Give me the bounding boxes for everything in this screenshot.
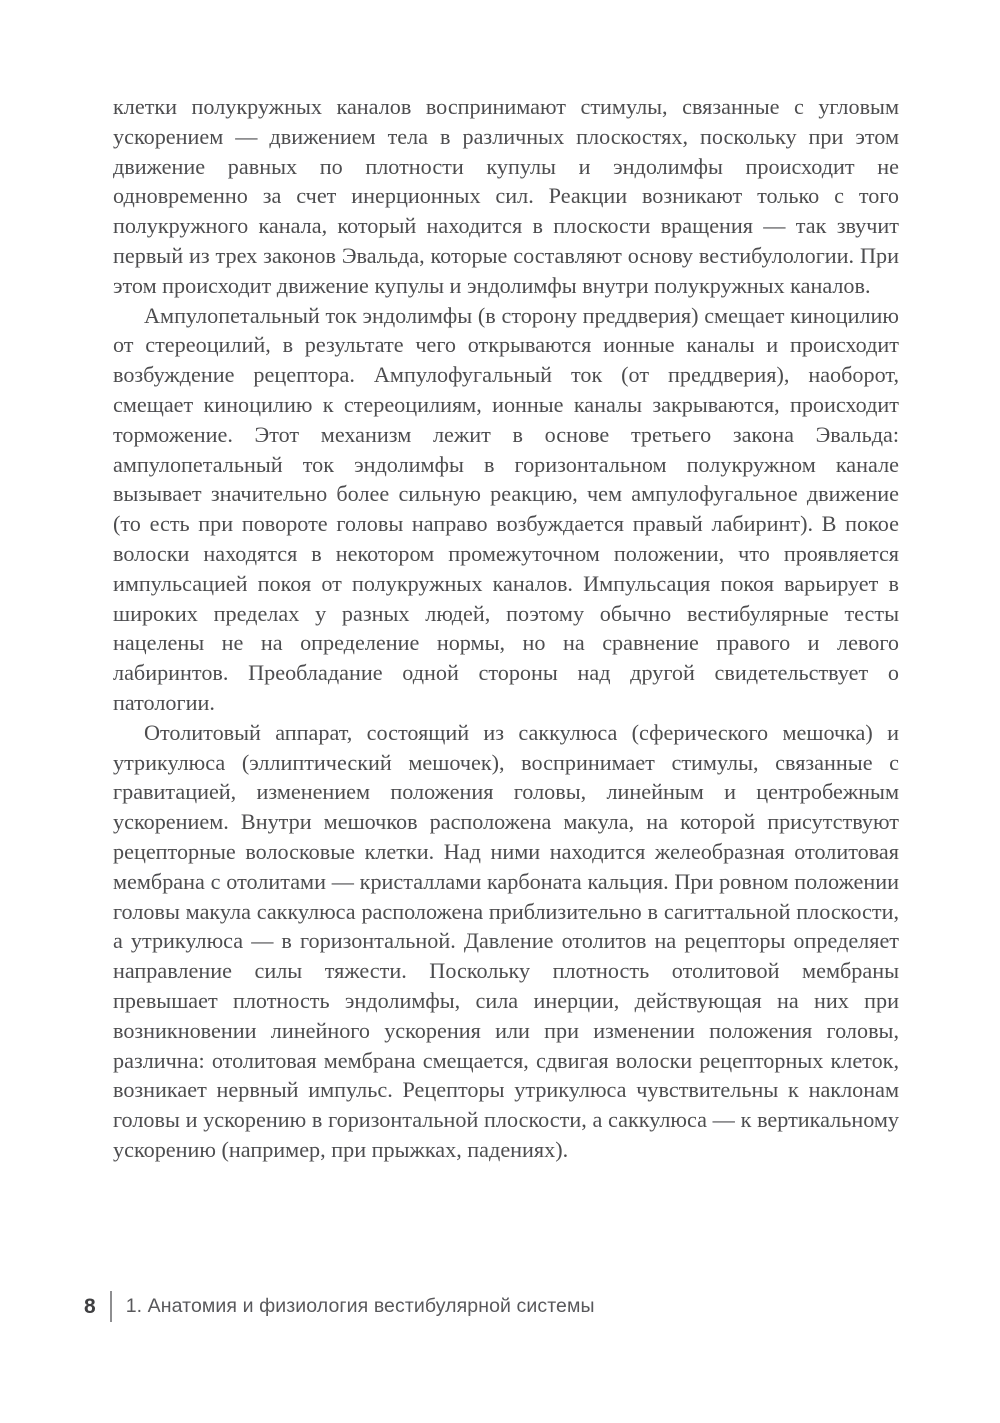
paragraph-2: Ампулопетальный ток эндолимфы (в сторону преддверия) смещает киноцилию от стереоцилий, в результате чего открываются ионные каналы и происходит возбуждение рецептора. Ампулофугальный ток (от преддверия), наоборот, смещает киноцилию к стереоцилиям, ионные каналы закрываются, происходит торможение. Этот механизм лежит в основе третьего закона Эвальда: ампулопетальный ток эндолимфы в горизонтальном полукружном канале вызывает значительно более сильную реакцию, чем ампулофугальное движение (то есть при повороте головы направо возбуждается правый лабиринт). В покое волоски находятся в некотором промежуточном положении, что проявляется импульсацией покоя от полукружных каналов. Импульсация покоя варьирует в широких пределах у разных людей, поэтому обычно вестибулярные тесты нацелены не на определение нормы, но на сравнение правого и левого лабиринтов. Преобладание одной стороны над другой свидетельствует о патологии. bbox=[113, 302, 899, 715]
body-text-column bbox=[113, 92, 899, 1165]
page-number: 8 bbox=[84, 1294, 96, 1318]
paragraph-1: клетки полукружных каналов воспринимают стимулы, связанные с угловым ускорением — движением тела в различных плоскостях, поскольку при этом движение равных по плотности купулы и эндолимфы происходит не одновременно за счет инерционных сил. Реакции возникают только с того полукружного канала, который находится в плоскости вращения — так звучит первый из трех законов Эвальда, которые составляют основу вестибулологии. При этом происходит движение купулы и эндолимфы внутри полукружных каналов. bbox=[113, 94, 899, 298]
page-footer bbox=[84, 1289, 595, 1323]
paragraph-3: Отолитовый аппарат, состоящий из саккулюса (сферического мешочка) и утрикулюса (эллиптический мешочек), воспринимает стимулы, связанные с гравитацией, изменением положения головы, линейным и центробежным ускорением. Внутри мешочков расположена макула, на которой присутствуют рецепторные волосковые клетки. Над ними находится желеобразная отолитовая мембрана с отолитами — кристаллами карбоната кальция. При ровном положении головы макула саккулюса расположена приблизительно в сагиттальной плоскости, а утрикулюса — в горизонтальной. Давление отолитов на рецепторы определяет направление силы тяжести. Поскольку плотность отолитовой мембраны превышает плотность эндолимфы, сила инерции, действующая на них при возникновении линейного ускорения или при изменении положения головы, различна: отолитовая мембрана смещается, сдвигая волоски рецепторных клеток, возникает нервный импульс. Рецепторы утрикулюса чувствительны к наклонам головы и ускорению в горизонтальной плоскости, а саккулюса — к вертикальному ускорению (например, при прыжках, падениях). bbox=[113, 719, 899, 1162]
footer-chapter-title: 1. Анатомия и физиология вестибулярной системы bbox=[125, 1294, 595, 1317]
